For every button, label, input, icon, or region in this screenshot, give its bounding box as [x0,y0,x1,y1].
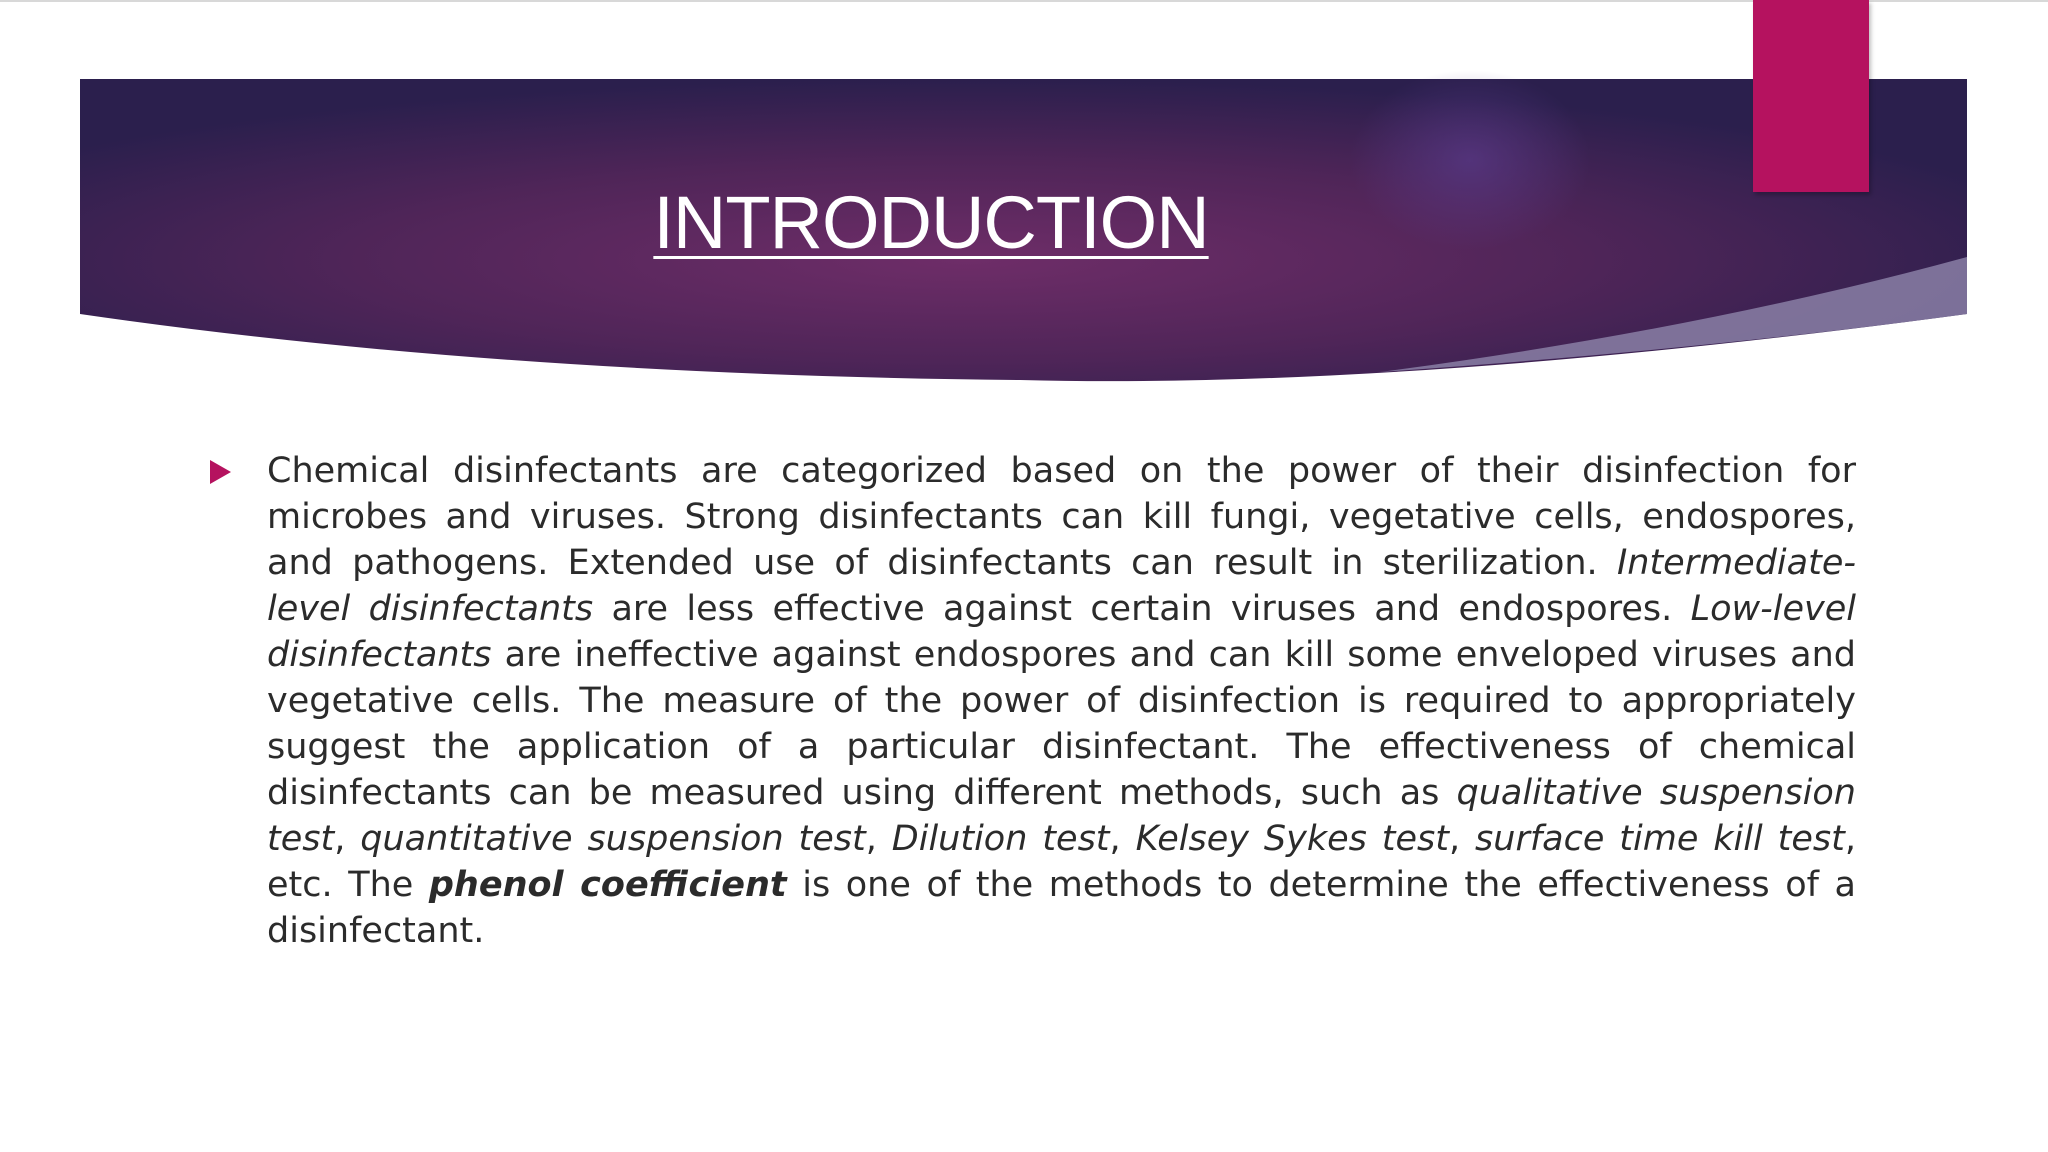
text-segment-italic: Low-level disinfectants [267,589,1856,675]
text-segment: , [1449,819,1476,859]
text-segment: , [334,819,361,859]
text-segment-italic: Kelsey Sykes test [1135,819,1449,859]
bullet-paragraph [267,448,1856,954]
slide-title: INTRODUCTION [653,181,1209,264]
triangle-bullet-icon [210,460,231,484]
accent-tab [1753,0,1869,192]
text-segment-italic: surface time kill test [1475,819,1845,859]
text-segment-italic: qualitative suspension test [267,773,1856,859]
text-segment: are ineffective against endospores and can kill some enveloped viruses and vegetative cells. The measure of the power of disinfection is required to appropriately suggest the application of a particular disinfectant. The effectiveness of chemical disinfectants can be measured using different methods, such as [267,635,1856,813]
text-segment: , [1109,819,1136,859]
text-segment: , etc. The [267,819,1856,905]
text-segment-bold-italic: phenol coefficient [428,865,787,905]
text-segment: are less effective against certain viruses and endospores. [593,589,1691,629]
text-segment-italic: Dilution test [891,819,1110,859]
text-segment-italic: Intermediate-level disinfectants [267,543,1856,629]
text-segment: Chemical disinfectants are categorized based on the power of their disinfection for microbes and viruses. Strong disinfectants can kill fungi, vegetative cells, endospores, and pathogens. Extended use of disinfectants can result in sterilization. [267,451,1856,583]
bullet-list [210,448,1856,954]
text-segment-italic: quantitative suspension test [360,819,866,859]
text-segment: , [865,819,892,859]
text-segment: is one of the methods to determine the effectiveness of a disinfectant. [267,865,1856,951]
